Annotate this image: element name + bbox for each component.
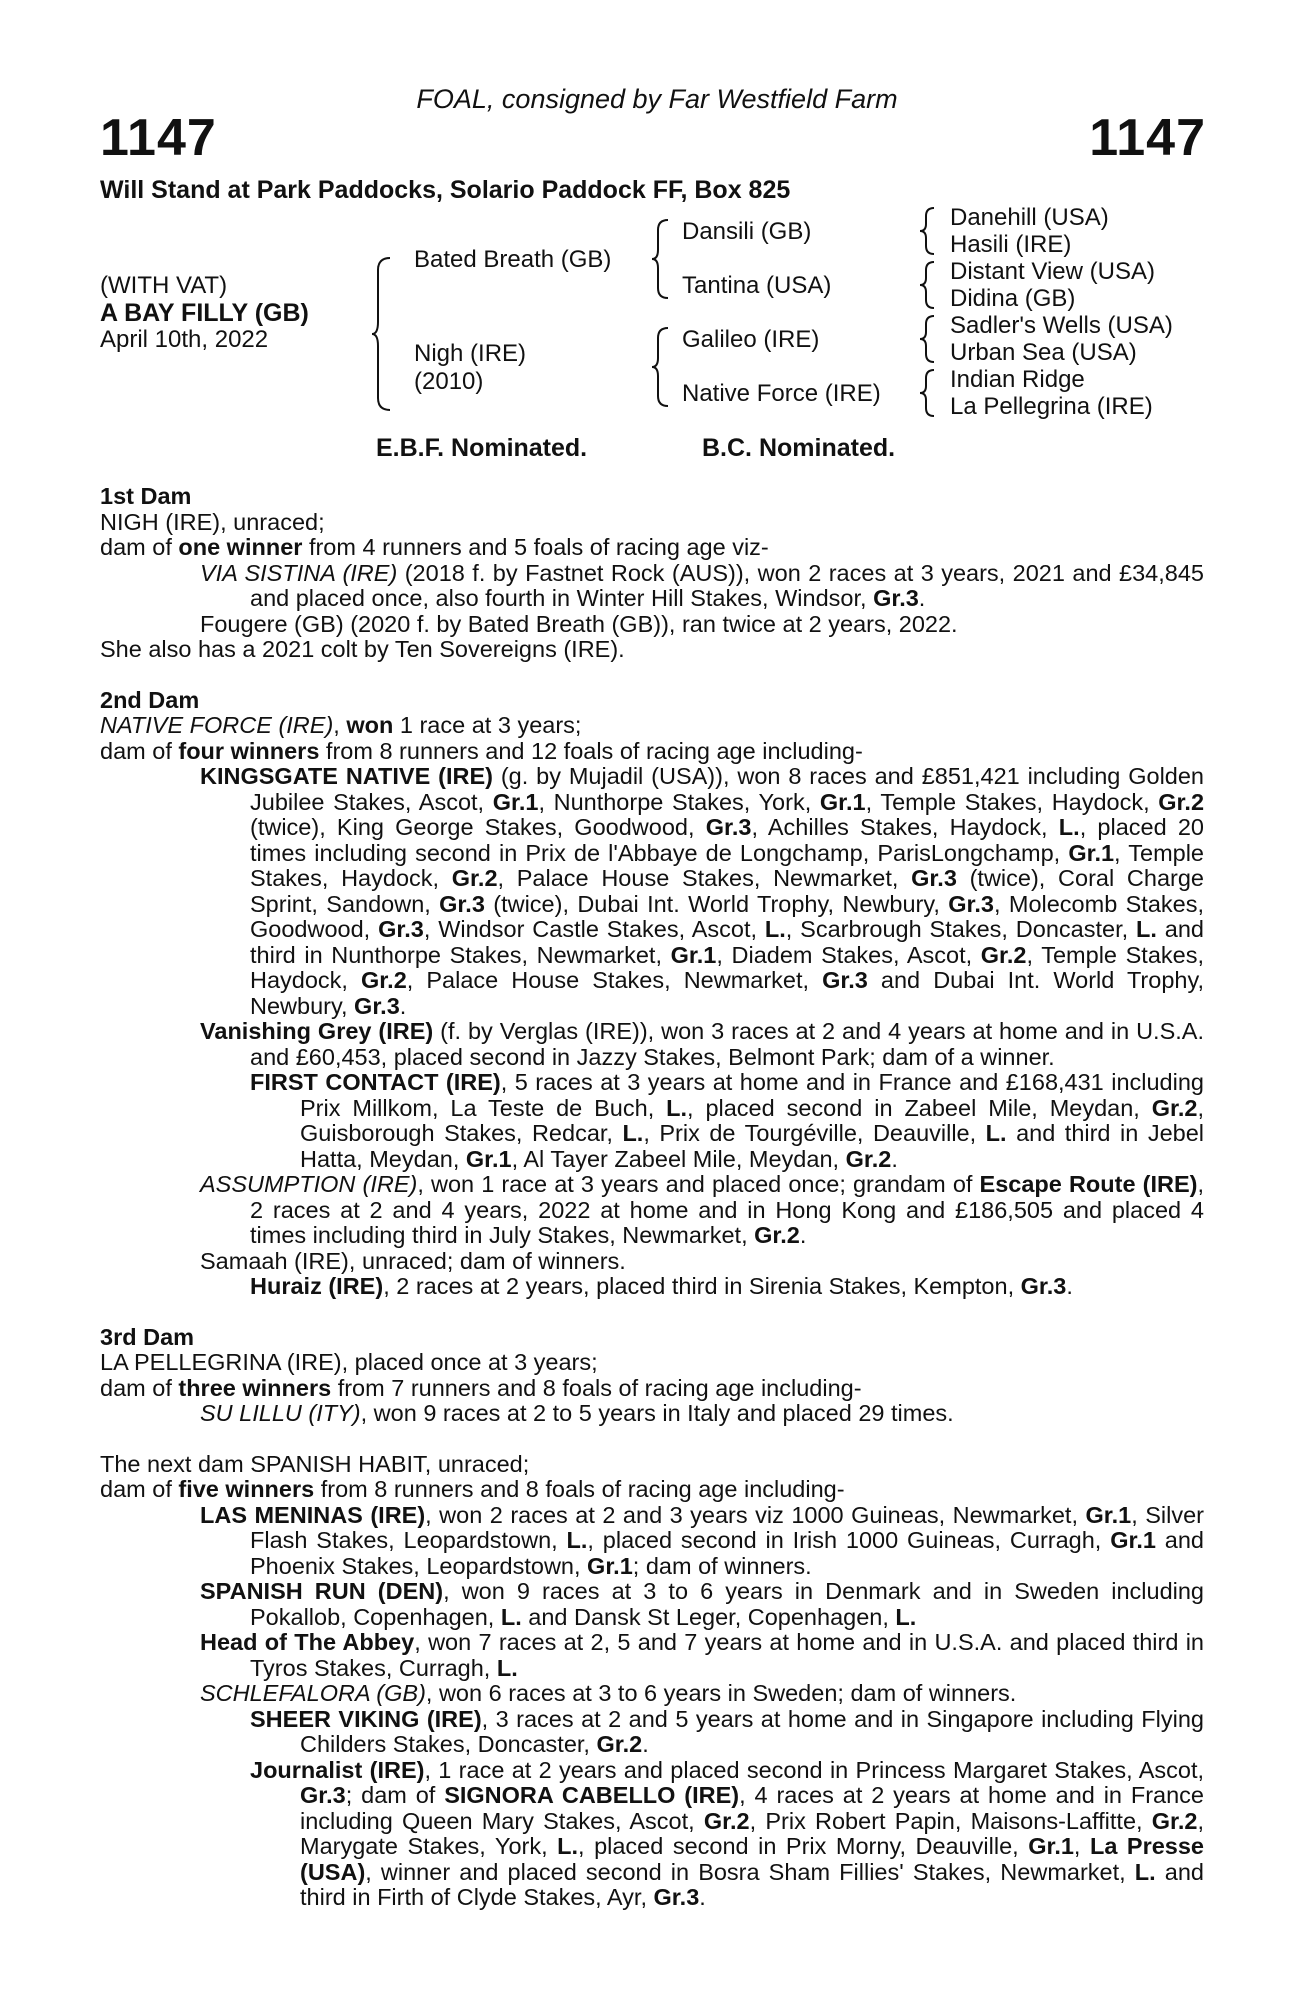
lot-number-left: 1147 xyxy=(100,109,217,167)
consignment-line: FOAL, consigned by Far Westfield Farm xyxy=(416,84,898,114)
third-dam-foal-su-lillu: SU LILLU (ITY), won 9 races at 2 to 5 years in Italy and placed 29 times. xyxy=(200,1400,954,1426)
first-dam-note: She also has a 2021 colt by Ten Sovereigns (IRE). xyxy=(100,636,625,662)
second-dam-foal-samaah: Samaah (IRE), unraced; dam of winners. xyxy=(200,1247,626,1274)
next-dam-foal-las-meninas: LAS MENINAS (IRE), won 2 races at 2 and 3 years viz 1000 Guineas, Newmarket, Gr.1, Silver Flash Stakes, Leopardstown, L., placed second in Irish 1000 Guineas, Curragh, Gr.1 and Phoenix Stakes, Leopardstown, Gr.1; dam of winners. xyxy=(200,1501,1204,1579)
grandchild-journalist: Journalist (IRE), 1 race at 2 years and placed second in Princess Margaret Stakes, Ascot, Gr.3; dam of SIGNORA CABELLO (IRE), 4 races at 2 years at home and in France including Queen Mary Stakes, Ascot, Gr.2, Prix Robert Papin, Maisons-Laffitte, Gr.2, Marygate Stakes, York, L., placed second in Prix Morny, Deauville, Gr.1, La Presse (USA), winner and placed second in Bosra Sham Fillies' Stakes, Newmarket, L. and third in Firth of Clyde Stakes, Ayr, Gr.3. xyxy=(250,1756,1205,1910)
second-dam-line: NATIVE FORCE (IRE), won 1 race at 3 years; xyxy=(100,712,582,738)
third-dam-heading: 3rd Dam xyxy=(100,1323,195,1350)
pedigree-sire: Bated Breath (GB) xyxy=(414,246,612,273)
pedigree-dam-dam: Native Force (IRE) xyxy=(682,380,881,407)
pedigree-brace-ss xyxy=(918,206,938,256)
pedigree-brace-main xyxy=(370,256,394,412)
next-dam-foal-head-of-the-abbey: Head of The Abbey, won 7 races at 2, 5 and 7 years at home and in U.S.A. and placed third in Tyros Stakes, Curragh, L. xyxy=(200,1629,1204,1681)
pedigree-ssd: Hasili (IRE) xyxy=(950,231,1072,258)
stand-location: Will Stand at Park Paddocks, Solario Paddock FF, Box 825 xyxy=(100,176,791,204)
pedigree-dam: Nigh (IRE) xyxy=(414,340,527,367)
pedigree-sire-sire: Dansili (GB) xyxy=(682,218,812,245)
pedigree-brace-sd xyxy=(918,260,938,310)
next-dam-foal-spanish-run: SPANISH RUN (DEN), won 9 races at 3 to 6 years in Denmark and in Sweden including Pokallob, Copenhagen, L. and Dansk St Leger, Copenhagen, L. xyxy=(200,1578,1205,1630)
ebf-nomination: E.B.F. Nominated. xyxy=(376,434,588,462)
first-dam-foal-via-sistina: VIA SISTINA (IRE) (2018 f. by Fastnet Rock (AUS)), won 2 races at 3 years, 2021 and £34,845 and placed once, also fourth in Winter Hill Stakes, Windsor, Gr.3. xyxy=(200,559,1204,611)
next-dam-produce-summary: dam of five winners from 8 runners and 8 foals of racing age including- xyxy=(100,1476,845,1502)
first-dam-heading: 1st Dam xyxy=(100,483,192,509)
pedigree-ddd: La Pellegrina (IRE) xyxy=(950,393,1153,420)
horse-name: A BAY FILLY (GB) xyxy=(100,299,309,327)
lot-number-right: 1147 xyxy=(1089,109,1206,167)
second-dam-heading: 2nd Dam xyxy=(100,686,200,713)
second-dam-foal-kingsgate-native: KINGSGATE NATIVE (IRE) (g. by Mujadil (USA)), won 8 races and £851,421 including Golden Jubilee Stakes, Ascot, Gr.1, Nunthorpe Stakes, York, Gr.1, Temple Stakes, Haydock, Gr.2 (twice), King George Stakes, Goodwood, Gr.3, Achilles Stakes, Haydock, L., placed 20 times including second in Prix de l'Abbaye de Longchamp, ParisLongchamp, Gr.1, Temple Stakes, Haydock, Gr.2, Palace House Stakes, Newmarket, Gr.3 (twice), Coral Charge Sprint, Sandown, Gr.3 (twice), Dubai Int. World Trophy, Newbury, Gr.3, Molecomb Stakes, Goodwood, Gr.3, Windsor Castle Stakes, Ascot, L., Scarbrough Stakes, Doncaster, L. and third in Nunthorpe Stakes, Newmarket, Gr.1, Diadem Stakes, Ascot, Gr.2, Temple Stakes, Haydock, Gr.2, Palace House Stakes, Newmarket, Gr.3 and Dubai Int. World Trophy, Newbury, Gr.3. xyxy=(200,763,1205,1019)
pedigree-sds: Distant View (USA) xyxy=(950,258,1155,285)
pedigree-dds: Indian Ridge xyxy=(950,366,1085,393)
next-dam-line: The next dam SPANISH HABIT, unraced; xyxy=(100,1450,530,1477)
pedigree-dsd: Urban Sea (USA) xyxy=(950,339,1137,366)
pedigree-dam-year: (2010) xyxy=(414,368,484,395)
first-dam-produce-summary: dam of one winner from 4 runners and 5 foals of racing age viz- xyxy=(100,534,769,560)
first-dam-foal-fougere: Fougere (GB) (2020 f. by Bated Breath (GB)), ran twice at 2 years, 2022. xyxy=(200,610,958,637)
pedigree-brace-sire xyxy=(650,218,672,300)
pedigree-brace-ds xyxy=(918,314,938,364)
third-dam-line: LA PELLEGRINA (IRE), placed once at 3 years; xyxy=(100,1349,598,1375)
grandchild-huraiz: Huraiz (IRE), 2 races at 2 years, placed third in Sirenia Stakes, Kempton, Gr.3. xyxy=(250,1273,1073,1299)
produce-record xyxy=(100,484,1204,1911)
pedigree-sire-dam: Tantina (USA) xyxy=(682,272,832,299)
pedigree-dss: Sadler's Wells (USA) xyxy=(950,312,1173,339)
horse-dob: April 10th, 2022 xyxy=(100,326,269,353)
second-dam-produce-summary: dam of four winners from 8 runners and 12 foals of racing age including- xyxy=(100,737,863,764)
pedigree-dam-sire: Galileo (IRE) xyxy=(682,326,820,353)
pedigree-sss: Danehill (USA) xyxy=(950,204,1109,231)
first-dam-line: NIGH (IRE), unraced; xyxy=(100,508,325,535)
next-dam-foal-schlefalora: SCHLEFALORA (GB), won 6 races at 3 to 6 years in Sweden; dam of winners. xyxy=(200,1680,1017,1706)
pedigree-sdd: Didina (GB) xyxy=(950,285,1076,312)
second-dam-foal-vanishing-grey: Vanishing Grey (IRE) (f. by Verglas (IRE)), won 3 races at 2 and 4 years at home and in U.S.A. and £60,453, placed second in Jazzy Stakes, Belmont Park; dam of a winner. xyxy=(200,1018,1204,1070)
pedigree-brace-dam xyxy=(650,326,672,408)
second-dam-foal-assumption: ASSUMPTION (IRE), won 1 race at 3 years and placed once; grandam of Escape Route (IRE), 2 races at 2 and 4 years, 2022 at home and in Hong Kong and £186,505 and placed 4 times including third in July Stakes, Newmarket, Gr.2. xyxy=(200,1171,1204,1248)
grandchild-first-contact: FIRST CONTACT (IRE), 5 races at 3 years at home and in France and £168,431 including Prix Millkom, La Teste de Buch, L., placed second in Zabeel Mile, Meydan, Gr.2, Guisborough Stakes, Redcar, L., Prix de Tourgéville, Deauville, L. and third in Jebel Hatta, Meydan, Gr.1, Al Tayer Zabeel Mile, Meydan, Gr.2. xyxy=(250,1069,1204,1172)
third-dam-produce-summary: dam of three winners from 7 runners and 8 foals of racing age including- xyxy=(100,1374,862,1401)
grandchild-sheer-viking: SHEER VIKING (IRE), 3 races at 2 and 5 years at home and in Singapore including Flying Childers Stakes, Doncaster, Gr.2. xyxy=(250,1705,1204,1757)
vat-note: (WITH VAT) xyxy=(100,272,228,299)
pedigree-brace-dd xyxy=(918,368,938,418)
bc-nomination: B.C. Nominated. xyxy=(702,434,896,462)
